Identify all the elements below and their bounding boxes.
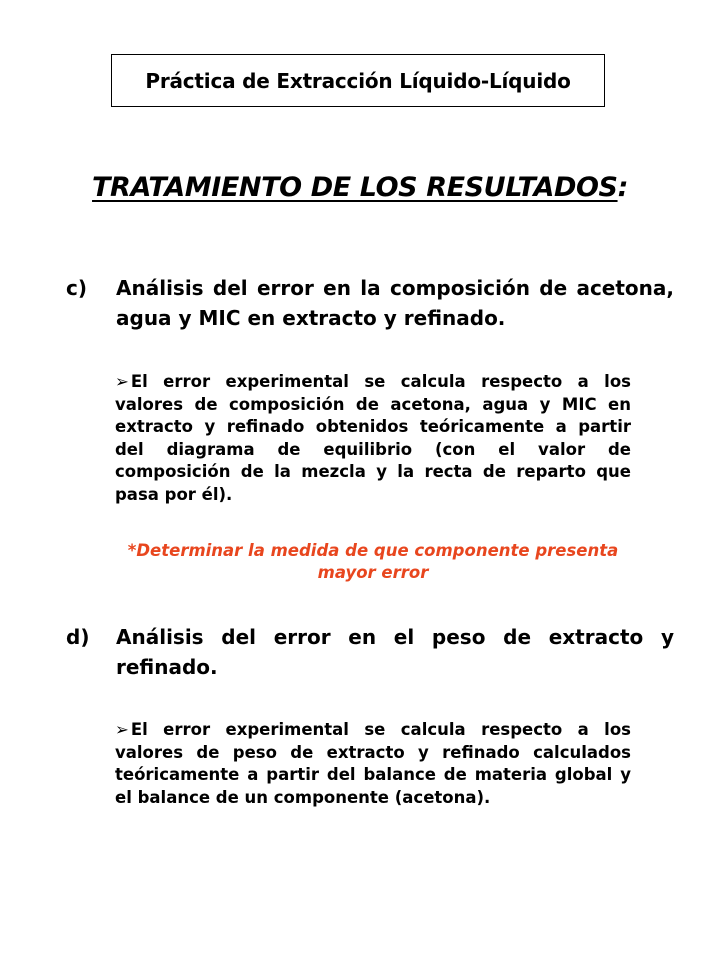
list-item-text: Análisis del error en la composición de acetona, agua y MIC en extracto y refinado. [116, 276, 674, 330]
list-item-marker: c) [66, 276, 87, 300]
arrow-bullet-icon: ➢ [115, 372, 129, 391]
list-item-marker: d) [66, 625, 90, 649]
section-heading-colon: : [617, 172, 628, 203]
bullet-text: El error experimental se calcula respecto a los valores de composición de acetona, agua y MIC en extracto y refinado obtenidos teóricamente a partir del diagrama de equilibrio (con el valor de composición de la mezcla y la recta de reparto que pasa por él). [115, 372, 631, 504]
list-item-c [66, 273, 674, 333]
section-heading [0, 172, 720, 203]
bullet-paragraph-d [115, 719, 631, 809]
page-title: Práctica de Extracción Líquido-Líquido [145, 68, 571, 93]
bullet-text: El error experimental se calcula respecto a los valores de peso de extracto y refinado calculados teóricamente a partir del balance de materia global y el balance de un componente (acetona). [115, 720, 631, 807]
list-item-d [66, 622, 674, 682]
title-box [111, 54, 605, 107]
note-text: *Determinar la medida de que componente presenta mayor error [127, 541, 619, 582]
list-item-text: Análisis del error en el peso de extracto y refinado. [116, 625, 674, 679]
arrow-bullet-icon: ➢ [115, 720, 129, 739]
bullet-paragraph-c [115, 371, 631, 506]
section-heading-text: TRATAMIENTO DE LOS RESULTADOS [92, 172, 618, 203]
